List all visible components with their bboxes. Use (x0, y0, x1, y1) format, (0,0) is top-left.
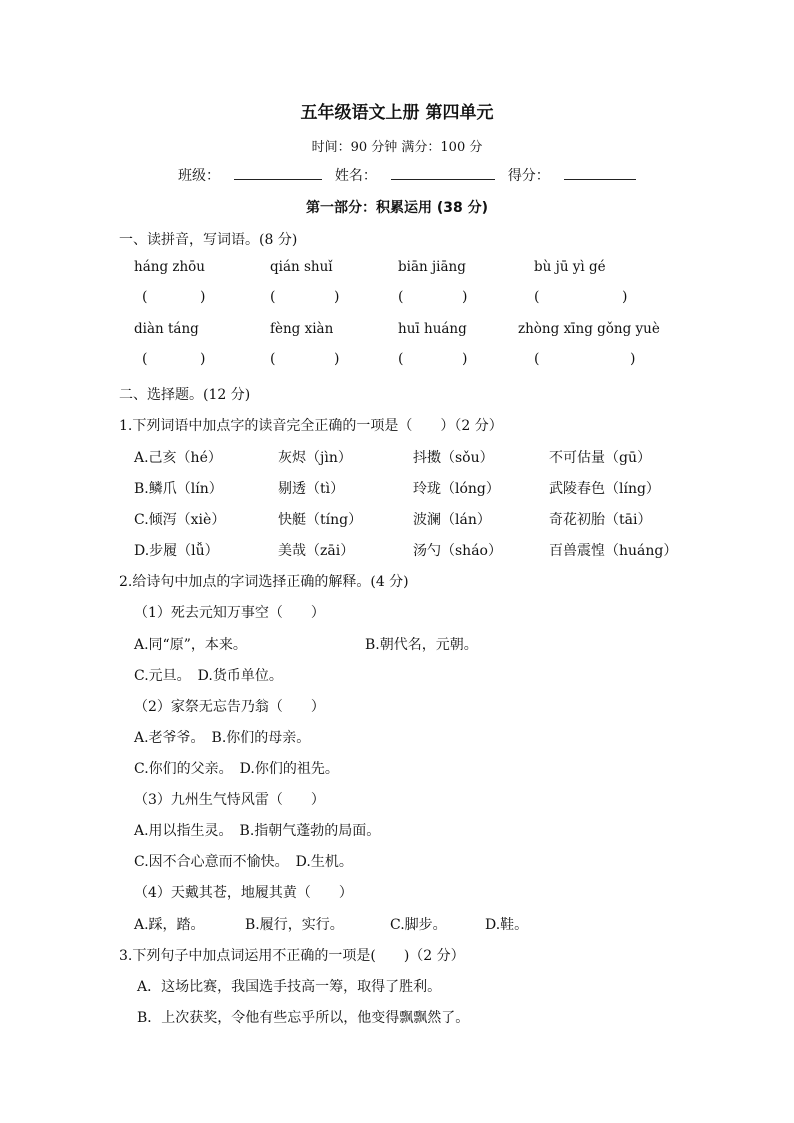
pinyin-item: huī huáng (398, 321, 467, 337)
pinyin-item: qián shuǐ (270, 259, 333, 275)
answer-paren-close: ) (622, 289, 628, 305)
answer-paren-open: ( (534, 289, 540, 305)
option-text: C.脚步。 (390, 917, 447, 933)
option-text: A.同“原”，本来。 (134, 637, 247, 653)
option-cell: D.步履（lǚ） (134, 543, 219, 559)
question-stem: 1.下列词语中加点字的读音完全正确的一项是（ ）（2 分） (119, 418, 503, 434)
option-text: A.用以指生灵。 B.指朝气蓬勃的局面。 (134, 823, 381, 839)
option-text: C.因不合心意而不愉快。 D.生机。 (134, 854, 353, 870)
score-blank[interactable] (564, 165, 636, 180)
pinyin-item: zhòng xīng gǒng yuè (518, 321, 660, 337)
pinyin-item: biān jiāng (398, 259, 466, 275)
option-text: A.踩，踏。 (134, 917, 205, 933)
option-text: C.元旦。 D.货币单位。 (134, 668, 283, 684)
student-info-fields (178, 165, 644, 185)
option-text: B．上次获奖，令他有些忘乎所以，他变得飘飘然了。 (137, 1010, 470, 1026)
answer-paren-close: ) (630, 351, 636, 367)
answer-paren-open: ( (534, 351, 540, 367)
answer-paren-close: ) (462, 289, 468, 305)
option-cell: 波澜（lán） (413, 512, 491, 528)
option-cell: 不可估量（gū） (549, 450, 651, 466)
option-text: B.朝代名，元朝。 (365, 637, 478, 653)
name-label: 姓名： (334, 168, 377, 184)
sub-question: （3）九州生气恃风雷（ ） (134, 792, 325, 808)
pinyin-item: diàn táng (134, 321, 199, 337)
answer-paren-close: ) (200, 351, 206, 367)
answer-paren-open: ( (270, 351, 276, 367)
option-cell: 灰烬（jìn） (278, 450, 352, 466)
question-stem: 2.给诗句中加点的字词选择正确的解释。(4 分) (119, 574, 409, 590)
option-cell: 奇花初胎（tāi） (549, 512, 652, 528)
name-blank[interactable] (391, 165, 495, 180)
answer-paren-close: ) (334, 289, 340, 305)
answer-paren-close: ) (200, 289, 206, 305)
option-cell: 武陵春色（líng） (549, 481, 660, 497)
section-heading-pinyin: 一、读拼音，写词语。(8 分) (119, 232, 298, 248)
option-cell: 美哉（zāi） (278, 543, 355, 559)
option-cell: A.己亥（hé） (134, 450, 222, 466)
answer-paren-open: ( (398, 289, 404, 305)
option-cell: C.倾泻（xiè） (134, 512, 226, 528)
option-cell: 快艇（tíng） (278, 512, 363, 528)
option-text: B.履行，实行。 (245, 917, 344, 933)
pinyin-item: bù jū yì gé (534, 259, 606, 275)
answer-paren-open: ( (398, 351, 404, 367)
option-cell: B.鳞爪（lín） (134, 481, 223, 497)
page-title: 五年级语文上册 第四单元 (300, 103, 494, 123)
option-cell: 剔透（tì） (278, 481, 345, 497)
pinyin-item: háng zhōu (134, 259, 206, 275)
class-label: 班级： (178, 168, 220, 184)
option-text: A．这场比赛，我国选手技高一筹，取得了胜利。 (137, 979, 442, 995)
question-stem: 3.下列句子中加点词运用不正确的一项是( )（2 分） (119, 948, 465, 964)
pinyin-item: fèng xiàn (270, 321, 334, 337)
answer-paren-close: ) (462, 351, 468, 367)
option-cell: 汤勺（sháo） (413, 543, 502, 559)
answer-paren-open: ( (142, 289, 148, 305)
answer-paren-open: ( (270, 289, 276, 305)
sub-question: （4）天戴其苍，地履其黄（ ） (134, 885, 353, 901)
option-text: D.鞋。 (485, 917, 529, 933)
option-cell: 玲珑（lóng） (413, 481, 500, 497)
answer-paren-close: ) (334, 351, 340, 367)
exam-meta: 时间：90 分钟 满分：100 分 (311, 140, 483, 155)
option-cell: 百兽震惶（huáng） (549, 543, 678, 559)
sub-question: （2）家祭无忘告乃翁（ ） (134, 699, 325, 715)
option-cell: 抖擞（sǒu） (413, 450, 494, 466)
option-text: A.老爷爷。 B.你们的母亲。 (134, 730, 311, 746)
score-label: 得分： (507, 168, 550, 184)
class-blank[interactable] (234, 165, 322, 180)
option-text: C.你们的父亲。 D.你们的祖先。 (134, 761, 339, 777)
answer-paren-open: ( (142, 351, 148, 367)
sub-question: （1）死去元知万事空（ ） (134, 605, 325, 621)
part-heading: 第一部分：积累运用 (38 分) (305, 200, 489, 216)
section-heading-choice: 二、选择题。(12 分) (119, 387, 251, 403)
